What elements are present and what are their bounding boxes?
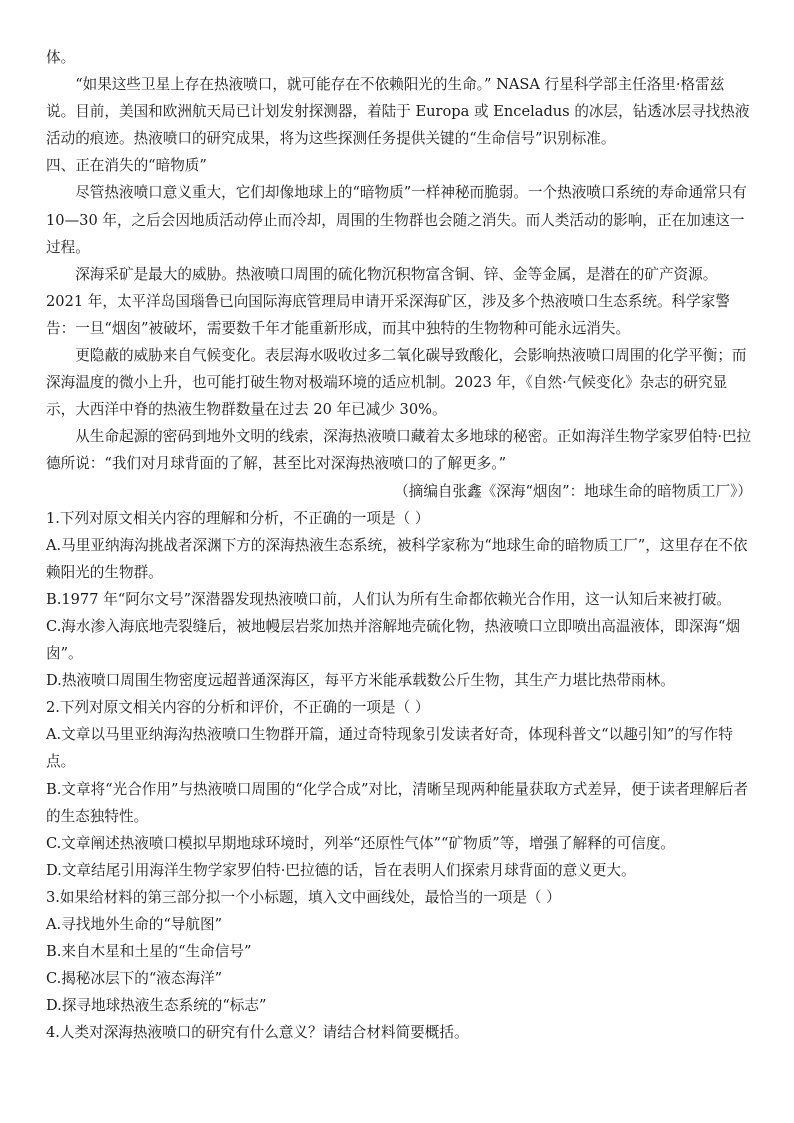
questions-section xyxy=(46,505,752,1047)
article-paragraph: 从生命起源的密码到地外文明的线索，深海热液喷口藏着太多地球的秘密。正如海洋生物学家罗伯特·巴拉德所说：“我们对月球背面的了解，甚至比对深海热液喷口的了解更多。” xyxy=(46,428,752,473)
answer-option: B.1977 年“阿尔文号”深潜器发现热液喷口前，人们认为所有生命都依赖光合作用，这一认知后来被打破。 xyxy=(46,590,732,608)
article-paragraph: 更隐蔽的威胁来自气候变化。表层海水吸收过多二氧化碳导致酸化，会影响热液喷口周围的化学平衡；而深海温度的微小上升，也可能打破生物对极端环境的适应机制。2023 年，《自然·气候变化》杂志的研究显示，大西洋中脊的热液生物群数量在过去 20 年已减少 30%。 xyxy=(46,347,747,419)
question-stem: 3.如果给材料的第三部分拟一个小标题，填入文中画线处，最恰当的一项是（ ） xyxy=(46,888,561,906)
answer-option: A.文章以马里亚纳海沟热液喷口生物群开篇，通过奇特现象引发读者好奇，体现科普文“以趣引知”的写作特点。 xyxy=(46,726,733,771)
article-source: （摘编自张鑫《深海“烟囱”：地球生命的暗物质工厂》） xyxy=(394,482,752,500)
article-body xyxy=(46,44,752,505)
document-page xyxy=(46,44,752,1046)
question-stem: 2.下列对原文相关内容的分析和评价，不正确的一项是（ ） xyxy=(46,699,430,717)
answer-option: D.文章结尾引用海洋生物学家罗伯特·巴拉德的话，旨在表明人们探索月球背面的意义更大。 xyxy=(46,861,636,879)
answer-option: A.马里亚纳海沟挑战者深渊下方的深海热液生态系统，被科学家称为“地球生命的暗物质工厂”，这里存在不依赖阳光的生物群。 xyxy=(46,536,748,581)
answer-option: B.来自木星和土星的“生命信号” xyxy=(46,943,252,961)
article-paragraph: “如果这些卫星上存在热液喷口，就可能存在不依赖阳光的生命。” NASA 行星科学部主任洛里·格雷兹说。目前，美国和欧洲航天局已计划发射探测器，着陆于 Europa 或 Enceladus 的冰层，钻透冰层寻找热液活动的痕迹。热液喷口的研究成果，将为这些探测任务提供关键的“生命信号”识别标准。 xyxy=(46,76,750,148)
article-paragraph: 尽管热液喷口意义重大，它们却像地球上的“暗物质”一样神秘而脆弱。一个热液喷口系统的寿命通常只有 10—30 年，之后会因地质活动停止而冷却，周围的生物群也会随之消失。而人类活动的影响，正在加速这一过程。 xyxy=(46,184,747,256)
answer-option: C.揭秘冰层下的“液态海洋” xyxy=(46,970,223,988)
article-paragraph: 深海采矿是最大的威胁。热液喷口周围的硫化物沉积物富含铜、锌、金等金属，是潜在的矿产资源。2021 年，太平洋岛国瑙鲁已向国际海底管理局申请开采深海矿区，涉及多个热液喷口生态系统。科学家警告：一旦“烟囱”被破坏，需要数千年才能重新形成，而其中独特的生物物种可能永远消失。 xyxy=(46,265,730,337)
section-heading: 四、正在消失的“暗物质” xyxy=(46,157,207,175)
article-paragraph: 体。 xyxy=(46,49,76,66)
answer-option: B.文章将“光合作用”与热液喷口周围的“化学合成”对比，清晰呈现两种能量获取方式差异，便于读者理解后者的生态独特性。 xyxy=(46,780,748,825)
answer-option: A.寻找地外生命的“导航图” xyxy=(46,916,223,933)
question-stem: 1.下列对原文相关内容的理解和分析，不正确的一项是（ ） xyxy=(46,509,430,527)
answer-option: C.海水渗入海底地壳裂缝后，被地幔层岩浆加热并溶解地壳硫化物，热液喷口立即喷出高温液体，即深海“烟囱”。 xyxy=(46,617,741,663)
answer-option: D.探寻地球热液生态系统的“标志” xyxy=(46,997,267,1015)
question-stem: 4.人类对深海热液喷口的研究有什么意义？请结合材料简要概括。 xyxy=(46,1024,469,1042)
answer-option: C.文章阐述热液喷口模拟早期地球环境时，列举“还原性气体”“矿物质”等，增强了解释的可信度。 xyxy=(46,834,675,852)
answer-option: D.热液喷口周围生物密度远超普通深海区，每平方米能承载数公斤生物，其生产力堪比热带雨林。 xyxy=(46,672,675,690)
